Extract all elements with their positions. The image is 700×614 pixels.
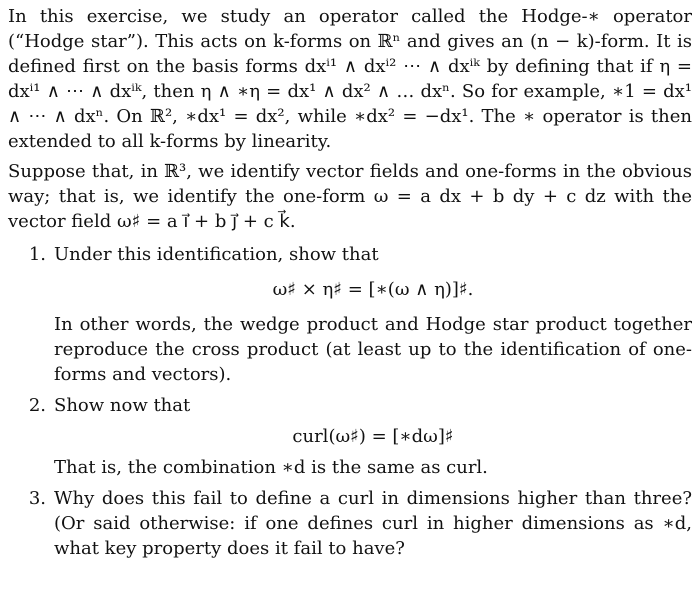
display-equation-curl: curl(ω♯) = [∗dω]♯	[292, 426, 454, 447]
item-lead: Under this identification, show that	[54, 244, 379, 265]
item-body	[54, 242, 692, 387]
display-equation-cross-product: ω♯ × η♯ = [∗(ω ∧ η)]♯.	[272, 279, 474, 300]
item-explanation: In other words, the wedge product and Hodge star product together reproduce the cross product (at least up to the identification of one-forms and vectors).	[54, 314, 692, 385]
item-number: 3.	[28, 488, 46, 509]
intro-paragraph-identification: Suppose that, in ℝ³, we identify vector fields and one-forms in the obvious way; that is, we identify the one-form ω = a dx + b dy + c dz with the vector field ω♯ = a i⃗ + b j⃗ + c k⃗.	[8, 161, 692, 232]
intro-paragraph-hodge-star: In this exercise, we study an operator called the Hodge-∗ operator (“Hodge star”). This acts on k-forms on ℝⁿ and gives an (n − k)-form. It is defined first on the basis forms dxⁱ¹ ∧ dxⁱ² ⋯ ∧ dxⁱᵏ by defining that if η = dxⁱ¹ ∧ ⋯ ∧ dxⁱᵏ, then η ∧ ∗η = dx¹ ∧ dx² ∧ … dxⁿ. So for example, ∗1 = dx¹ ∧ ⋯ ∧ dxⁿ. On ℝ², ∗dx¹ = dx², while ∗dx² = −dx¹. The ∗ operator is then extended to all k-forms by linearity.	[8, 6, 692, 152]
exercise-list	[8, 242, 692, 561]
item-body	[54, 393, 692, 480]
list-item	[8, 486, 692, 561]
item-number: 1.	[28, 244, 46, 265]
item-body	[54, 486, 692, 561]
item-explanation: That is, the combination ∗d is the same as curl.	[54, 457, 488, 478]
list-item	[8, 393, 692, 480]
item-number: 2.	[28, 395, 46, 416]
list-item	[8, 242, 692, 387]
item-lead: Show now that	[54, 395, 191, 416]
item-question: Why does this fail to define a curl in dimensions higher than three? (Or said otherwise: if one defines curl in higher dimensions as ∗d, what key property does it fail to have?	[54, 488, 692, 559]
